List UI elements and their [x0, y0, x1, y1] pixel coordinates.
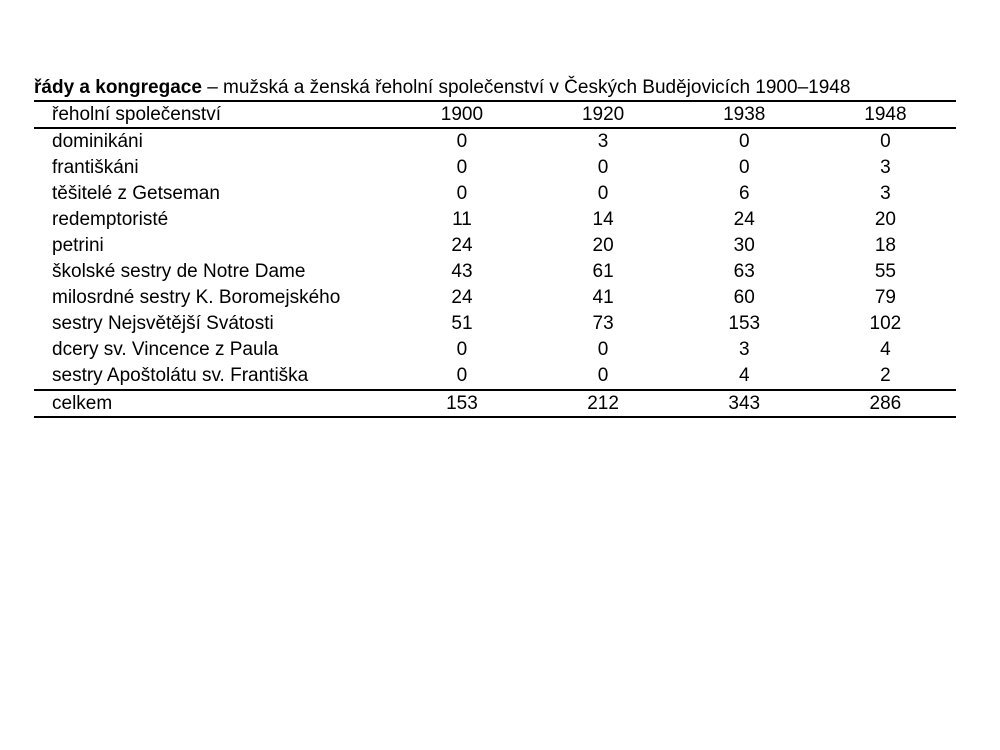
row-value-1920: 41	[592, 287, 614, 308]
row-value-1920: 0	[597, 365, 609, 386]
row-label: redemptoristé	[52, 209, 169, 230]
row-value-1920: 14	[592, 209, 614, 230]
row-value-1938: 4	[738, 365, 750, 386]
row-value-1900: 11	[452, 209, 472, 230]
row-value-1948: 2	[880, 365, 891, 386]
total-cell-1948: 286	[869, 393, 902, 414]
table-row	[34, 207, 956, 233]
row-value-1900: 0	[456, 339, 468, 360]
row-value-1920: 20	[592, 235, 614, 256]
table-row	[34, 311, 956, 337]
row-value-1948: 0	[880, 131, 891, 152]
row-value-1920: 0	[597, 157, 609, 178]
table-caption	[34, 76, 956, 100]
total-cell-1920: 212	[587, 393, 619, 414]
total-label: celkem	[52, 393, 113, 414]
header-row	[34, 101, 956, 128]
table-row	[34, 233, 956, 259]
row-label: františkáni	[52, 157, 139, 178]
row-label: těšitelé z Getseman	[52, 183, 220, 204]
row-value-1938: 153	[728, 313, 761, 334]
row-value-1948: 4	[880, 339, 891, 360]
row-value-1948: 18	[874, 235, 896, 256]
document	[34, 76, 956, 418]
table-row	[34, 259, 956, 285]
row-value-1948: 3	[880, 183, 891, 204]
row-value-1920: 0	[597, 339, 609, 360]
row-label: dominikáni	[52, 131, 143, 152]
row-value-1938: 63	[733, 261, 755, 282]
table-row	[34, 337, 956, 363]
row-value-1900: 51	[451, 313, 473, 334]
caption-bold: řády a kongregace	[34, 77, 202, 98]
header-cell-1920: 1920	[581, 104, 625, 125]
row-value-1948: 20	[874, 209, 896, 230]
row-value-1900: 0	[456, 183, 468, 204]
row-value-1938: 0	[738, 131, 750, 152]
row-value-1900: 0	[456, 157, 468, 178]
total-cell-1938: 343	[728, 393, 761, 414]
header-cell-1900: 1900	[440, 104, 484, 125]
row-label: sestry Nejsvětější Svátosti	[52, 313, 274, 334]
row-label: školské sestry de Notre Dame	[52, 261, 306, 282]
header-cell-1938: 1938	[723, 104, 766, 125]
header-cell-1948: 1948	[864, 104, 907, 125]
table-row	[34, 181, 956, 207]
row-value-1938: 60	[733, 287, 755, 308]
table-body	[34, 128, 956, 390]
row-value-1938: 30	[733, 235, 755, 256]
row-value-1920: 0	[597, 183, 609, 204]
table-row	[34, 155, 956, 181]
row-value-1900: 24	[451, 235, 473, 256]
caption-text: – mužská a ženská řeholní společenství v Českých Budějovicích 1900–1948	[201, 77, 851, 98]
row-label: milosrdné sestry K. Boromejského	[52, 287, 341, 308]
row-label: dcery sv. Vincence z Paula	[52, 339, 279, 360]
row-value-1900: 0	[456, 131, 468, 152]
row-value-1920: 3	[597, 131, 609, 152]
table-row	[34, 285, 956, 311]
total-cell-1900: 153	[446, 393, 478, 414]
total-row	[34, 390, 956, 417]
row-value-1900: 24	[451, 287, 473, 308]
header-cell-name: řeholní společenství	[52, 104, 221, 125]
row-value-1920: 61	[592, 261, 614, 282]
row-value-1938: 3	[738, 339, 750, 360]
row-value-1938: 0	[738, 157, 750, 178]
row-label: sestry Apoštolátu sv. Františka	[52, 365, 309, 386]
row-value-1938: 6	[738, 183, 750, 204]
row-value-1948: 79	[874, 287, 896, 308]
table-row	[34, 128, 956, 155]
row-value-1948: 3	[880, 157, 891, 178]
row-value-1900: 43	[451, 261, 473, 282]
row-value-1900: 0	[456, 365, 468, 386]
row-value-1920: 73	[592, 313, 614, 334]
row-value-1948: 102	[869, 313, 902, 334]
data-table	[34, 100, 956, 418]
table-row	[34, 363, 956, 390]
row-label: petrini	[52, 235, 104, 256]
row-value-1948: 55	[874, 261, 896, 282]
row-value-1938: 24	[733, 209, 755, 230]
